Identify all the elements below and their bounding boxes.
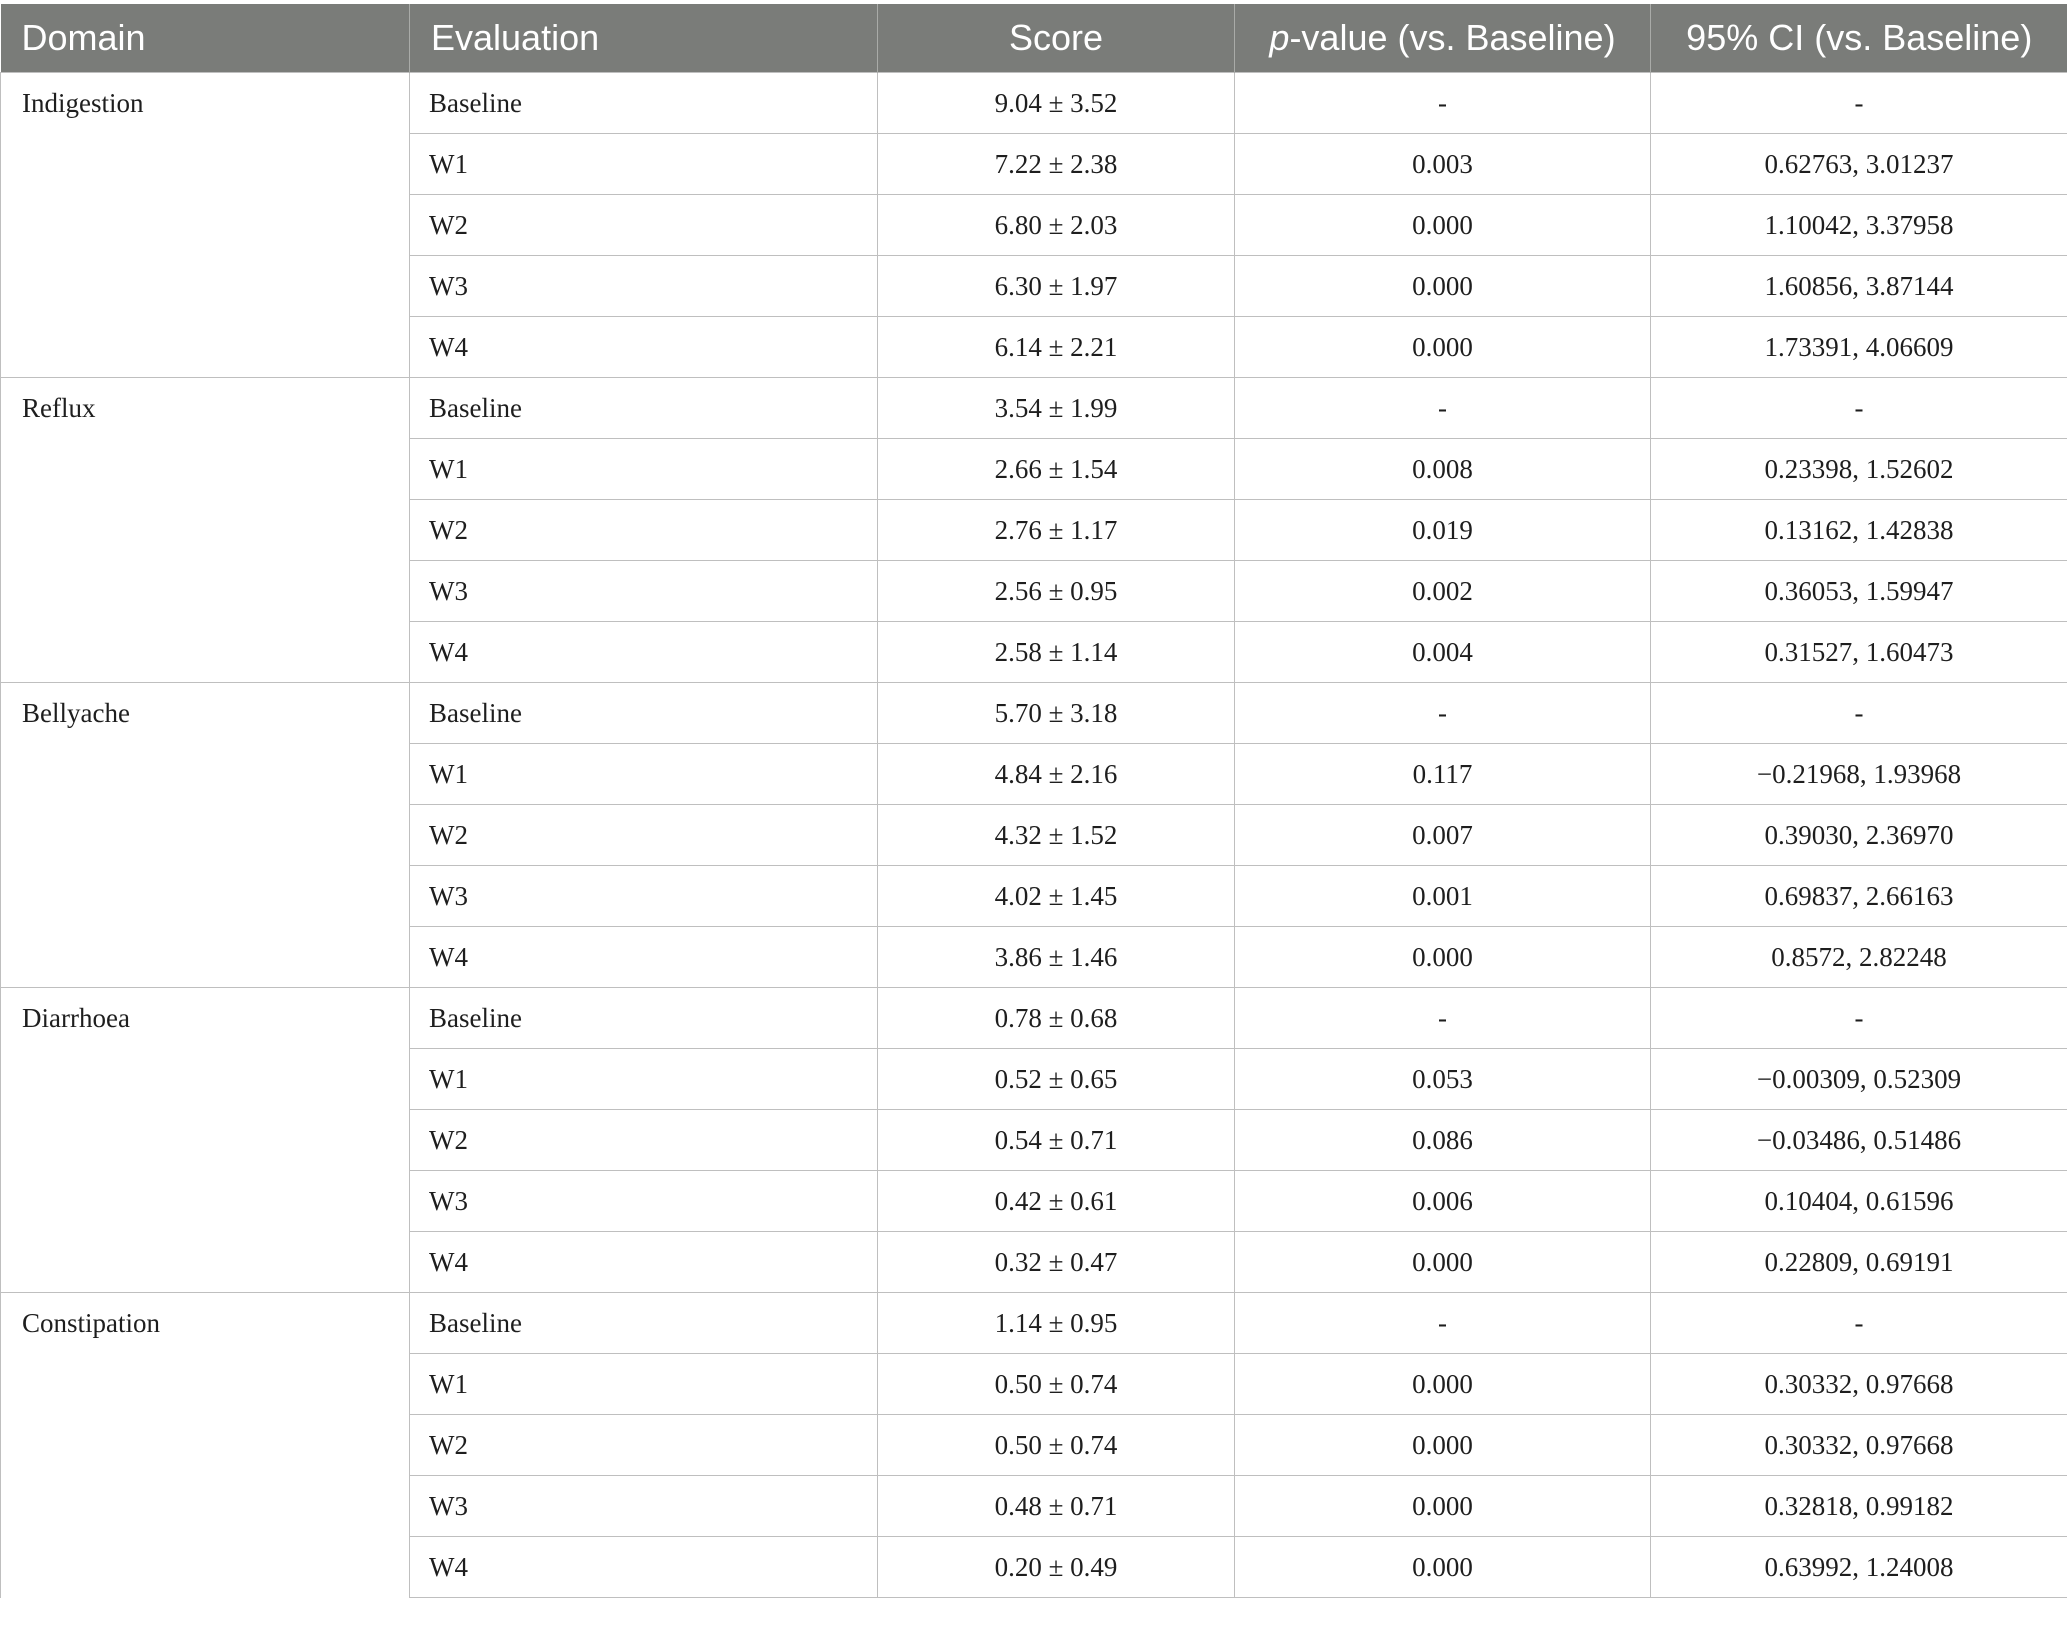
pvalue-cell: -	[1235, 683, 1651, 744]
domain-cell: Bellyache	[1, 683, 410, 988]
ci-cell: 0.32818, 0.99182	[1651, 1476, 2067, 1537]
evaluation-cell: W3	[410, 1171, 878, 1232]
evaluation-cell: W4	[410, 317, 878, 378]
ci-cell: −0.00309, 0.52309	[1651, 1049, 2067, 1110]
pvalue-cell: 0.000	[1235, 1354, 1651, 1415]
score-cell: 6.80 ± 2.03	[878, 195, 1235, 256]
ci-cell: 0.8572, 2.82248	[1651, 927, 2067, 988]
ci-cell: -	[1651, 378, 2067, 439]
domain-cell: Constipation	[1, 1293, 410, 1598]
score-cell: 4.02 ± 1.45	[878, 866, 1235, 927]
evaluation-cell: Baseline	[410, 73, 878, 134]
domain-cell: Diarrhoea	[1, 988, 410, 1293]
results-table	[0, 4, 2067, 1598]
evaluation-cell: Baseline	[410, 378, 878, 439]
pvalue-cell: 0.003	[1235, 134, 1651, 195]
ci-cell: -	[1651, 988, 2067, 1049]
ci-cell: 0.63992, 1.24008	[1651, 1537, 2067, 1598]
pvalue-cell: 0.000	[1235, 1476, 1651, 1537]
pvalue-cell: 0.004	[1235, 622, 1651, 683]
pvalue-cell: 0.000	[1235, 927, 1651, 988]
score-cell: 3.54 ± 1.99	[878, 378, 1235, 439]
ci-cell: 0.13162, 1.42838	[1651, 500, 2067, 561]
pvalue-cell: -	[1235, 73, 1651, 134]
pvalue-cell: 0.086	[1235, 1110, 1651, 1171]
pvalue-cell: 0.001	[1235, 866, 1651, 927]
table-header	[1, 4, 2067, 73]
score-cell: 2.56 ± 0.95	[878, 561, 1235, 622]
score-cell: 0.50 ± 0.74	[878, 1354, 1235, 1415]
ci-cell: 1.73391, 4.06609	[1651, 317, 2067, 378]
score-cell: 0.32 ± 0.47	[878, 1232, 1235, 1293]
header-pvalue-italic: p	[1269, 17, 1290, 58]
ci-cell: 0.10404, 0.61596	[1651, 1171, 2067, 1232]
evaluation-cell: W4	[410, 622, 878, 683]
score-cell: 7.22 ± 2.38	[878, 134, 1235, 195]
evaluation-cell: W4	[410, 927, 878, 988]
domain-cell: Indigestion	[1, 73, 410, 378]
score-cell: 2.66 ± 1.54	[878, 439, 1235, 500]
ci-cell: 0.22809, 0.69191	[1651, 1232, 2067, 1293]
ci-cell: 0.36053, 1.59947	[1651, 561, 2067, 622]
pvalue-cell: 0.000	[1235, 195, 1651, 256]
pvalue-cell: 0.008	[1235, 439, 1651, 500]
ci-cell: 0.31527, 1.60473	[1651, 622, 2067, 683]
evaluation-cell: W3	[410, 866, 878, 927]
ci-cell: 0.69837, 2.66163	[1651, 866, 2067, 927]
pvalue-cell: -	[1235, 988, 1651, 1049]
pvalue-cell: 0.000	[1235, 1232, 1651, 1293]
score-cell: 2.58 ± 1.14	[878, 622, 1235, 683]
ci-cell: 0.62763, 3.01237	[1651, 134, 2067, 195]
pvalue-cell: 0.002	[1235, 561, 1651, 622]
score-cell: 0.20 ± 0.49	[878, 1537, 1235, 1598]
score-cell: 0.48 ± 0.71	[878, 1476, 1235, 1537]
pvalue-cell: 0.007	[1235, 805, 1651, 866]
evaluation-cell: Baseline	[410, 988, 878, 1049]
evaluation-cell: Baseline	[410, 1293, 878, 1354]
evaluation-cell: W2	[410, 195, 878, 256]
evaluation-cell: W2	[410, 1110, 878, 1171]
score-cell: 4.84 ± 2.16	[878, 744, 1235, 805]
ci-cell: 0.39030, 2.36970	[1651, 805, 2067, 866]
table-row	[1, 1293, 2067, 1354]
table-body	[1, 73, 2067, 1598]
pvalue-cell: 0.000	[1235, 1537, 1651, 1598]
ci-cell: −0.21968, 1.93968	[1651, 744, 2067, 805]
pvalue-cell: -	[1235, 1293, 1651, 1354]
table-row	[1, 73, 2067, 134]
ci-cell: -	[1651, 1293, 2067, 1354]
pvalue-cell: 0.019	[1235, 500, 1651, 561]
ci-cell: −0.03486, 0.51486	[1651, 1110, 2067, 1171]
evaluation-cell: W4	[410, 1232, 878, 1293]
domain-cell: Reflux	[1, 378, 410, 683]
pvalue-cell: -	[1235, 378, 1651, 439]
score-cell: 5.70 ± 3.18	[878, 683, 1235, 744]
header-evaluation: Evaluation	[410, 4, 878, 73]
score-cell: 0.42 ± 0.61	[878, 1171, 1235, 1232]
header-row	[1, 4, 2067, 73]
score-cell: 0.78 ± 0.68	[878, 988, 1235, 1049]
score-cell: 0.52 ± 0.65	[878, 1049, 1235, 1110]
ci-cell: 0.30332, 0.97668	[1651, 1415, 2067, 1476]
ci-cell: 0.23398, 1.52602	[1651, 439, 2067, 500]
pvalue-cell: 0.053	[1235, 1049, 1651, 1110]
pvalue-cell: 0.000	[1235, 256, 1651, 317]
score-cell: 3.86 ± 1.46	[878, 927, 1235, 988]
evaluation-cell: Baseline	[410, 683, 878, 744]
header-ci: 95% CI (vs. Baseline)	[1651, 4, 2067, 73]
ci-cell: -	[1651, 683, 2067, 744]
evaluation-cell: W2	[410, 500, 878, 561]
table-row	[1, 683, 2067, 744]
ci-cell: 1.10042, 3.37958	[1651, 195, 2067, 256]
table-row	[1, 378, 2067, 439]
evaluation-cell: W1	[410, 744, 878, 805]
evaluation-cell: W4	[410, 1537, 878, 1598]
pvalue-cell: 0.117	[1235, 744, 1651, 805]
score-cell: 0.54 ± 0.71	[878, 1110, 1235, 1171]
pvalue-cell: 0.000	[1235, 317, 1651, 378]
score-cell: 0.50 ± 0.74	[878, 1415, 1235, 1476]
header-pvalue	[1235, 4, 1651, 73]
evaluation-cell: W1	[410, 1354, 878, 1415]
evaluation-cell: W2	[410, 805, 878, 866]
ci-cell: -	[1651, 73, 2067, 134]
score-cell: 9.04 ± 3.52	[878, 73, 1235, 134]
pvalue-cell: 0.006	[1235, 1171, 1651, 1232]
ci-cell: 0.30332, 0.97668	[1651, 1354, 2067, 1415]
evaluation-cell: W3	[410, 1476, 878, 1537]
pvalue-cell: 0.000	[1235, 1415, 1651, 1476]
table-row	[1, 988, 2067, 1049]
header-pvalue-rest: -value (vs. Baseline)	[1289, 17, 1616, 58]
header-score: Score	[878, 4, 1235, 73]
score-cell: 6.30 ± 1.97	[878, 256, 1235, 317]
score-cell: 1.14 ± 0.95	[878, 1293, 1235, 1354]
score-cell: 4.32 ± 1.52	[878, 805, 1235, 866]
evaluation-cell: W1	[410, 134, 878, 195]
evaluation-cell: W2	[410, 1415, 878, 1476]
evaluation-cell: W3	[410, 561, 878, 622]
score-cell: 6.14 ± 2.21	[878, 317, 1235, 378]
score-cell: 2.76 ± 1.17	[878, 500, 1235, 561]
evaluation-cell: W1	[410, 1049, 878, 1110]
ci-cell: 1.60856, 3.87144	[1651, 256, 2067, 317]
evaluation-cell: W1	[410, 439, 878, 500]
header-domain: Domain	[1, 4, 410, 73]
evaluation-cell: W3	[410, 256, 878, 317]
